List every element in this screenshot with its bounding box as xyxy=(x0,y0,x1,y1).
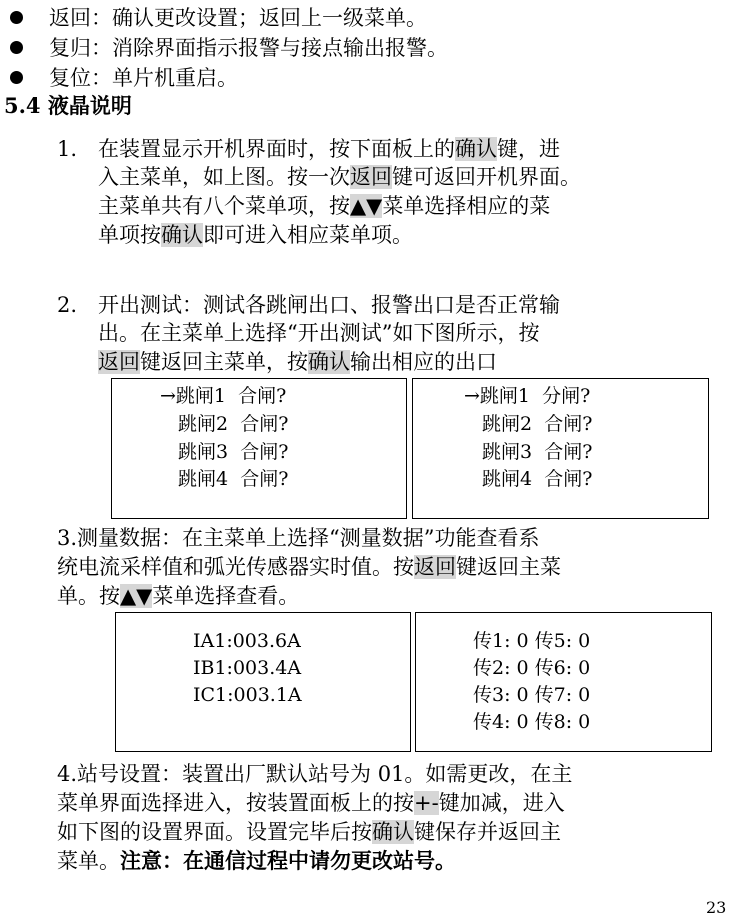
item4-line3: 如下图的设置界面。设置完毕后按确认键保存并返回主 xyxy=(57,820,561,844)
item1-line4: 单项按确认即可进入相应菜单项。 xyxy=(98,223,413,247)
bullet-dot-icon xyxy=(10,11,23,24)
item2-line3: 返回键返回主菜单，按确认输出相应的出口 xyxy=(98,350,497,374)
lcd-screen-sensor-values: 传1: 0 传5: 0 传2: 0 传6: 0 传3: 0 传7: 0 传4: 0 传8: 0 xyxy=(415,612,712,752)
lcd-screen-current-values: IA1:003.6A IB1:003.4A IC1:003.1A xyxy=(115,612,411,752)
section-title: 5.4 液晶说明 xyxy=(4,93,132,118)
arrow-keys-icon: ▲▼ xyxy=(350,194,383,218)
item4-line2: 菜单界面选择进入，按装置面板上的按+-键加减，进入 xyxy=(57,791,565,815)
arrow-keys-icon: ▲▼ xyxy=(120,584,153,608)
item3-line3: 单。按▲▼菜单选择查看。 xyxy=(57,584,300,608)
bullet-dot-icon xyxy=(10,41,23,54)
item1-line1: 在装置显示开机界面时，按下面板上的确认键，进 xyxy=(98,137,560,161)
item1-line3: 主菜单共有八个菜单项，按▲▼菜单选择相应的菜 xyxy=(98,194,551,218)
item4-line4: 菜单。注意：在通信过程中请勿更改站号。 xyxy=(57,848,456,873)
item4-line1: 4.站号设置：装置出厂默认站号为 01。如需更改，在主 xyxy=(57,762,573,786)
item2-line1: 开出测试：测试各跳闸出口、报警出口是否正常输 xyxy=(98,293,560,317)
item1-number: 1. xyxy=(57,137,78,161)
item1-line2: 入主菜单，如上图。按一次返回键可返回开机界面。 xyxy=(98,165,581,189)
page-number: 23 xyxy=(706,898,727,917)
warning-note: 注意：在通信过程中请勿更改站号。 xyxy=(120,848,456,873)
bullet-item-reset-alarm: 复归：消除界面指示报警与接点输出报警。 xyxy=(10,33,448,63)
bullet-item-restart: 复位：单片机重启。 xyxy=(10,63,238,93)
item3-line1: 3.测量数据：在主菜单上选择“测量数据”功能查看系 xyxy=(57,526,540,550)
item2-line2: 出。在主菜单上选择“开出测试”如下图所示，按 xyxy=(98,321,540,345)
bullet-dot-icon xyxy=(10,71,23,84)
lcd-screen-trip-test-1: →跳闸1 合闸? 跳闸2 合闸? 跳闸3 合闸? 跳闸4 合闸? xyxy=(111,378,407,519)
bullet-item-return: 返回：确认更改设置；返回上一级菜单。 xyxy=(10,3,427,33)
item2-number: 2. xyxy=(57,293,78,317)
lcd-screen-trip-test-2: →跳闸1 分闸? 跳闸2 合闸? 跳闸3 合闸? 跳闸4 合闸? xyxy=(412,378,709,519)
item3-line2: 统电流采样值和弧光传感器实时值。按返回键返回主菜 xyxy=(57,555,561,579)
